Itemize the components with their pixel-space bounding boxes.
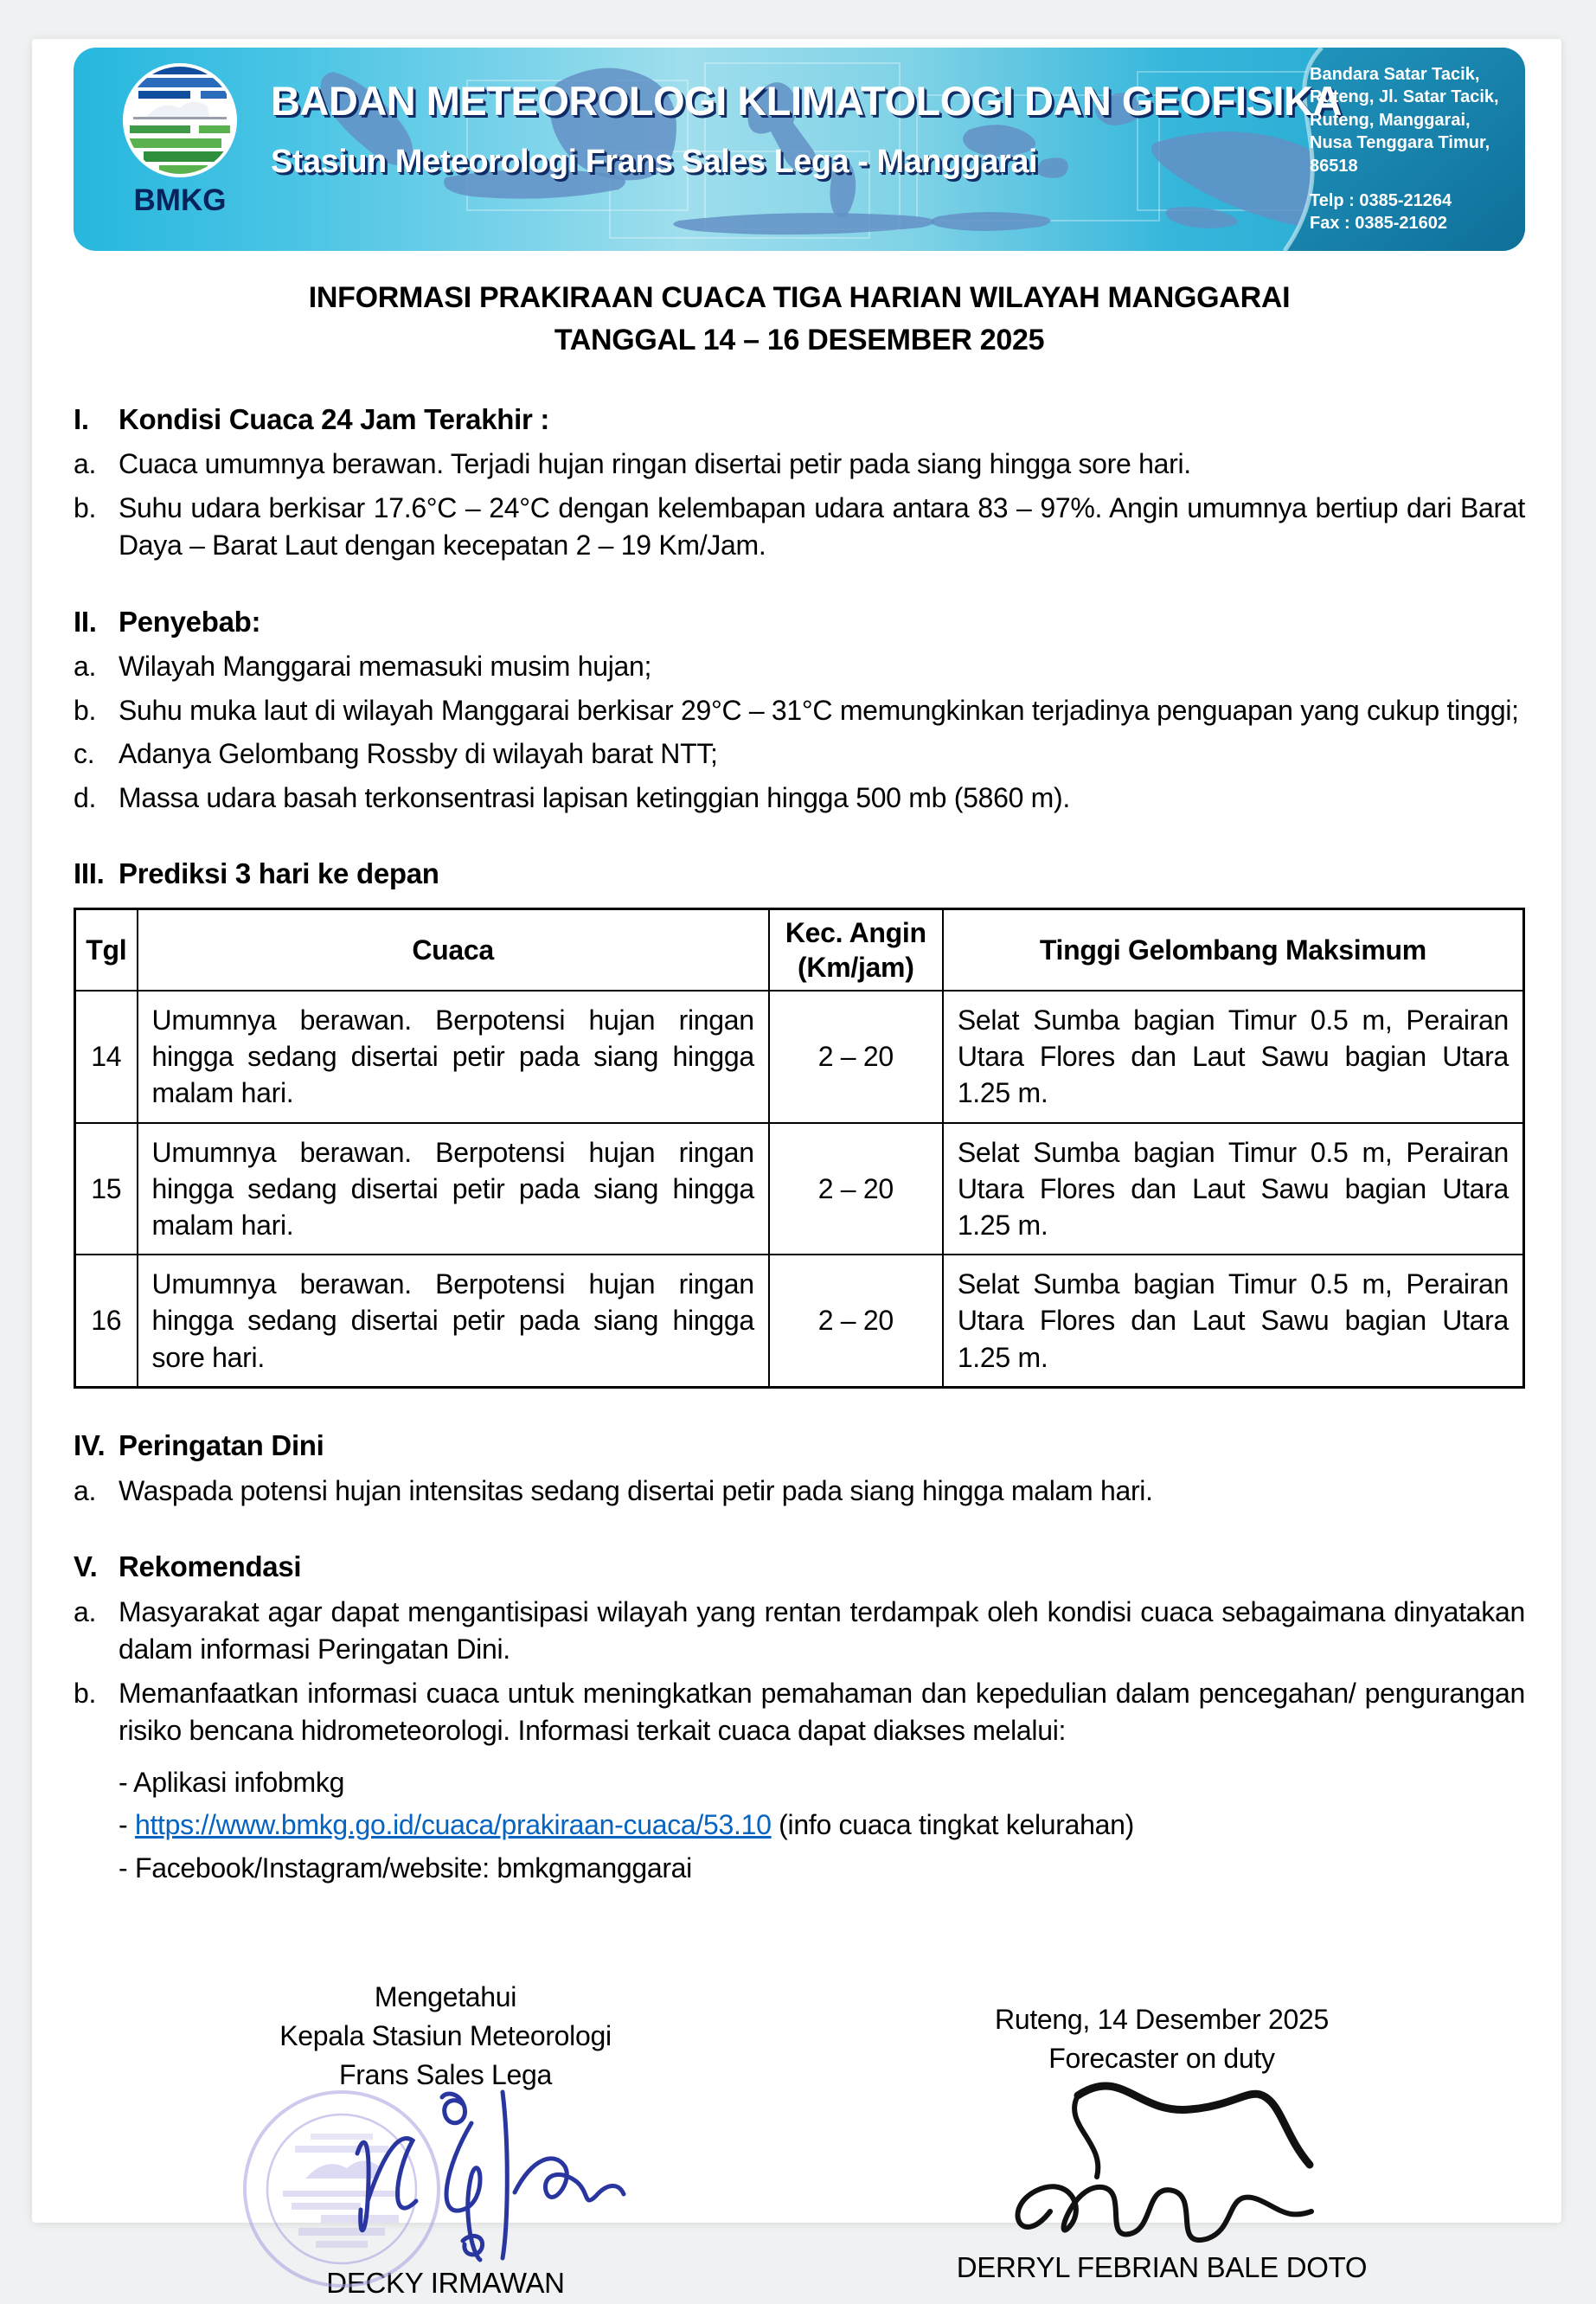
- section-2-number: II.: [74, 605, 97, 638]
- table-row: [75, 991, 1524, 1123]
- list-item: [74, 648, 1525, 686]
- section-1-number: I.: [74, 402, 89, 435]
- section-1-title: Kondisi Cuaca 24 Jam Terakhir :: [119, 402, 550, 435]
- forecast-table: [74, 908, 1525, 1389]
- address-line-1: Bandara Satar Tacik,: [1310, 65, 1480, 84]
- channel-infobmkg: - Aplikasi infobmkg: [119, 1766, 345, 1798]
- column-header-angin-line2: (Km/jam): [798, 951, 914, 983]
- cell-gelombang: Selat Sumba bagian Timur 0.5 m, Perairan Utara Flores dan Laut Sawu bagian Utara 1.25 m.: [943, 1123, 1524, 1255]
- section-3-heading: [74, 855, 1525, 894]
- left-sig-line3: Frans Sales Lega: [338, 2058, 552, 2090]
- document-title-line2: TANGGAL 14 – 16 DESEMBER 2025: [554, 324, 1045, 357]
- cell-angin: 2 – 20: [769, 991, 943, 1123]
- address-line-4: Nusa Tenggara Timur,: [1310, 133, 1490, 153]
- section-4-title: Peringatan Dini: [119, 1428, 324, 1461]
- section-penyebab: [74, 603, 1525, 818]
- right-sig-line1: Ruteng, 14 Desember 2025: [995, 2003, 1329, 2035]
- signature-left-ink: [333, 2071, 696, 2270]
- cell-tgl: 15: [75, 1123, 138, 1255]
- item-label: a.: [74, 1474, 97, 1506]
- document-title: [74, 277, 1525, 363]
- section-4-number: IV.: [74, 1428, 106, 1461]
- item-label: a.: [74, 448, 97, 480]
- left-sig-line1: Mengetahui: [374, 1980, 517, 2012]
- right-signature-area: [885, 2078, 1439, 2248]
- item-label: b.: [74, 694, 97, 726]
- section-5-number: V.: [74, 1550, 98, 1583]
- right-sig-line2: Forecaster on duty: [1048, 2042, 1275, 2074]
- cell-tgl: 16: [75, 1255, 138, 1387]
- item-text: Cuaca umumnya berawan. Terjadi hujan ringan disertai petir pada siang hingga sore hari.: [119, 448, 1191, 480]
- item-text: Adanya Gelombang Rossby di wilayah barat NTT;: [119, 738, 718, 770]
- item-text: Wilayah Manggarai memasuki musim hujan;: [119, 651, 652, 683]
- item-label: c.: [74, 738, 95, 770]
- banner-titles: [271, 77, 1342, 181]
- signature-right-ink: [967, 2064, 1374, 2255]
- item-text: Waspada potensi hujan intensitas sedang disertai petir pada siang hingga malam hari.: [119, 1474, 1153, 1506]
- section-kondisi-cuaca: [74, 401, 1525, 565]
- item-text: Suhu muka laut di wilayah Manggarai berkisar 29°C – 31°C memungkinkan terjadinya penguapan yang cukup tinggi;: [119, 694, 1519, 726]
- table-row: [75, 1255, 1524, 1387]
- bullet-dash: -: [119, 1809, 135, 1841]
- section-3-number: III.: [74, 857, 105, 890]
- cell-gelombang: Selat Sumba bagian Timur 0.5 m, Perairan Utara Flores dan Laut Sawu bagian Utara 1.25 m.: [943, 1255, 1524, 1387]
- cell-cuaca: Umumnya berawan. Berpotensi hujan ringan hingga sedang disertai petir pada siang hingga malam hari.: [138, 1123, 769, 1255]
- list-item: [74, 735, 1525, 773]
- list-item: [74, 692, 1525, 730]
- item-label: a.: [74, 1595, 97, 1627]
- column-header-gelombang: Tinggi Gelombang Maksimum: [943, 908, 1524, 991]
- signature-block-left: [203, 1978, 688, 2304]
- section-3-title: Prediksi 3 hari ke depan: [119, 857, 439, 890]
- address-line-2: Ruteng, Jl. Satar Tacik,: [1310, 87, 1499, 107]
- channel-social: - Facebook/Instagram/website: bmkgmanggarai: [119, 1852, 692, 1884]
- document-page: [32, 39, 1561, 2300]
- agency-title: BADAN METEOROLOGI KLIMATOLOGI DAN GEOFISIKA: [271, 78, 1342, 124]
- bmkg-logo-icon: [121, 61, 239, 179]
- document-title-line1: INFORMASI PRAKIRAAN CUACA TIGA HARIAN WILAYAH MANGGARAI: [308, 281, 1291, 314]
- bmkg-logo: [106, 61, 253, 218]
- item-text: Suhu udara berkisar 17.6°C – 24°C dengan kelembapan udara antara 83 – 97%. Angin umumnya bertiup dari Barat Daya – Barat Laut dengan kecepatan 2 – 19 Km/Jam.: [119, 491, 1525, 562]
- address-line-5: 86518: [1310, 156, 1358, 176]
- left-signatory-name: DECKY IRMAWAN: [326, 2267, 565, 2300]
- fax-line: Fax : 0385-21602: [1310, 214, 1448, 234]
- item-text: Memanfaatkan informasi cuaca untuk meningkatkan pemahaman dan kepedulian dalam pencegahan/ pengurangan risiko bencana hidrometeorologi. Informasi terkait cuaca dapat diakses melalui:: [119, 1677, 1525, 1747]
- item-text: Massa udara basah terkonsentrasi lapisan ketinggian hingga 500 mb (5860 m).: [119, 781, 1070, 813]
- bmkg-logo-text: BMKG: [133, 183, 227, 217]
- header-contact-info: [1310, 63, 1504, 235]
- cell-cuaca: Umumnya berawan. Berpotensi hujan ringan hingga sedang disertai petir pada siang hingga sore hari.: [138, 1255, 769, 1387]
- column-header-angin-line1: Kec. Angin: [785, 916, 926, 948]
- cell-gelombang: Selat Sumba bagian Timur 0.5 m, Perairan Utara Flores dan Laut Sawu bagian Utara 1.25 m.: [943, 991, 1524, 1123]
- section-2-title: Penyebab:: [119, 605, 261, 638]
- signature-section: [74, 1978, 1525, 2304]
- section-5-title: Rekomendasi: [119, 1550, 302, 1583]
- list-item: [74, 1756, 1525, 1888]
- address-line-3: Ruteng, Manggarai,: [1310, 110, 1471, 130]
- column-header-tgl: Tgl: [75, 908, 138, 991]
- header-banner: [74, 48, 1525, 251]
- list-item: [74, 1594, 1525, 1669]
- section-prediksi: [74, 855, 1525, 1389]
- left-sig-line2: Kepala Stasiun Meteorologi: [279, 2019, 612, 2051]
- list-item: [74, 446, 1525, 484]
- access-channel-list: [119, 1760, 1525, 1888]
- table-header-row: [75, 908, 1524, 991]
- left-signature-area: [203, 2094, 688, 2263]
- signature-block-right: [885, 2000, 1439, 2304]
- bmkg-forecast-link[interactable]: https://www.bmkg.go.id/cuaca/prakiraan-cuaca/53.10: [134, 1809, 772, 1841]
- list-item: [74, 780, 1525, 818]
- channel-website: [119, 1806, 1525, 1845]
- link-note: (info cuaca tingkat kelurahan): [771, 1809, 1134, 1841]
- list-item: [74, 1473, 1525, 1511]
- right-signatory-name: DERRYL FEBRIAN BALE DOTO: [956, 2250, 1368, 2283]
- item-label: b.: [74, 1677, 97, 1709]
- phone-line: Telp : 0385-21264: [1310, 190, 1452, 210]
- cell-angin: 2 – 20: [769, 1123, 943, 1255]
- station-subtitle: Stasiun Meteorologi Frans Sales Lega - Manggarai: [271, 144, 1038, 180]
- item-label: a.: [74, 651, 97, 683]
- cell-tgl: 14: [75, 991, 138, 1123]
- list-item: [74, 490, 1525, 565]
- section-5-heading: [74, 1548, 1525, 1587]
- section-1-heading: [74, 401, 1525, 440]
- section-4-heading: [74, 1427, 1525, 1466]
- item-label: b.: [74, 491, 97, 523]
- section-rekomendasi: [74, 1548, 1525, 1888]
- section-2-heading: [74, 603, 1525, 642]
- column-header-cuaca: Cuaca: [138, 908, 769, 991]
- cell-angin: 2 – 20: [769, 1255, 943, 1387]
- item-label: d.: [74, 781, 97, 813]
- item-text: Masyarakat agar dapat mengantisipasi wilayah yang rentan terdampak oleh kondisi cuaca sebagaimana dinyatakan dalam informasi Peringatan Dini.: [119, 1595, 1525, 1665]
- cell-cuaca: Umumnya berawan. Berpotensi hujan ringan hingga sedang disertai petir pada siang hingga malam hari.: [138, 991, 769, 1123]
- table-row: [75, 1123, 1524, 1255]
- column-header-angin: [769, 908, 943, 991]
- section-peringatan-dini: [74, 1427, 1525, 1510]
- list-item: [74, 1675, 1525, 1750]
